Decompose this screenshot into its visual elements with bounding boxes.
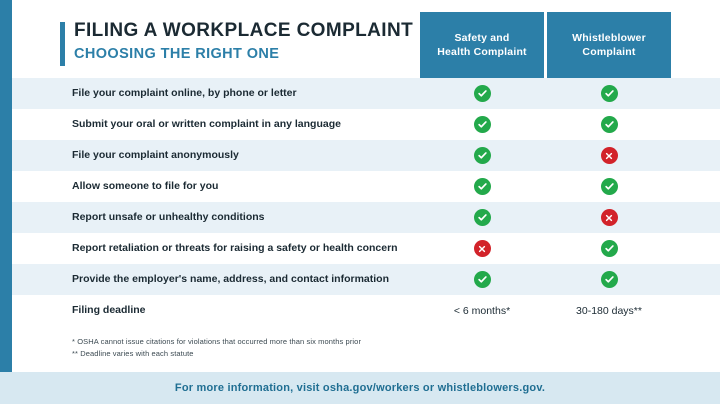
cell-safety xyxy=(420,109,544,140)
cell-whistleblower xyxy=(547,202,671,233)
cell-safety xyxy=(420,202,544,233)
cell-whistleblower xyxy=(547,233,671,264)
cell-safety xyxy=(420,78,544,109)
cell-whistleblower xyxy=(547,78,671,109)
row-label: Filing deadline xyxy=(72,304,146,316)
check-circle-icon xyxy=(601,271,618,288)
table-row xyxy=(12,78,720,109)
table-row xyxy=(12,264,720,295)
table-row xyxy=(12,202,720,233)
row-label: Allow someone to file for you xyxy=(72,180,219,192)
check-circle-icon xyxy=(601,116,618,133)
check-circle-icon xyxy=(601,85,618,102)
cell-safety xyxy=(420,264,544,295)
column-header-safety xyxy=(420,12,544,78)
cell-safety xyxy=(420,140,544,171)
column-header-whistleblower-line1: Whistleblower xyxy=(572,32,646,44)
check-circle-icon xyxy=(474,85,491,102)
table-row xyxy=(12,295,720,326)
poster-content xyxy=(12,0,720,404)
check-circle-icon xyxy=(474,271,491,288)
cell-value-safety: < 6 months* xyxy=(453,304,511,317)
check-circle-icon xyxy=(474,147,491,164)
cell-whistleblower xyxy=(547,171,671,202)
column-header-whistleblower-line2: Complaint xyxy=(582,46,636,58)
column-header-whistleblower xyxy=(547,12,671,78)
row-label: File your complaint anonymously xyxy=(72,149,239,161)
table-row xyxy=(12,109,720,140)
footnote-1: * OSHA cannot issue citations for violations that occurred more than six months prior xyxy=(72,337,362,346)
column-header-safety-line2: Health Complaint xyxy=(437,46,527,58)
poster-header xyxy=(12,0,720,78)
cell-whistleblower xyxy=(547,109,671,140)
cell-whistleblower xyxy=(547,140,671,171)
row-label: File your complaint online, by phone or letter xyxy=(72,87,297,99)
cell-safety xyxy=(420,171,544,202)
table-row xyxy=(12,233,720,264)
title-block xyxy=(60,20,420,64)
x-circle-icon xyxy=(601,147,618,164)
row-label: Report unsafe or unhealthy conditions xyxy=(72,211,265,223)
table-row xyxy=(12,140,720,171)
check-circle-icon xyxy=(601,178,618,195)
check-circle-icon xyxy=(474,178,491,195)
cell-safety xyxy=(420,295,544,326)
footnote-2: ** Deadline varies with each statute xyxy=(72,349,194,358)
x-circle-icon xyxy=(474,240,491,257)
check-circle-icon xyxy=(601,240,618,257)
footnotes xyxy=(72,336,592,360)
footer-text: For more information, visit osha.gov/workers or whistleblowers.gov. xyxy=(174,382,546,394)
check-circle-icon xyxy=(474,116,491,133)
comparison-table xyxy=(12,78,720,326)
column-header-safety-line1: Safety and xyxy=(454,32,510,44)
left-accent-bar xyxy=(0,0,12,404)
footer-bar xyxy=(0,372,720,404)
row-label: Submit your oral or written complaint in any language xyxy=(72,118,341,130)
check-circle-icon xyxy=(474,209,491,226)
page-title: FILING A WORKPLACE COMPLAINT xyxy=(74,20,414,41)
cell-whistleblower xyxy=(547,295,671,326)
row-label: Provide the employer's name, address, and contact information xyxy=(72,273,389,285)
cell-safety xyxy=(420,233,544,264)
x-circle-icon xyxy=(601,209,618,226)
cell-whistleblower xyxy=(547,264,671,295)
row-label: Report retaliation or threats for raising a safety or health concern xyxy=(72,242,398,254)
page-subtitle: CHOOSING THE RIGHT ONE xyxy=(74,46,280,62)
cell-value-whistleblower: 30-180 days** xyxy=(576,304,642,317)
table-row xyxy=(12,171,720,202)
